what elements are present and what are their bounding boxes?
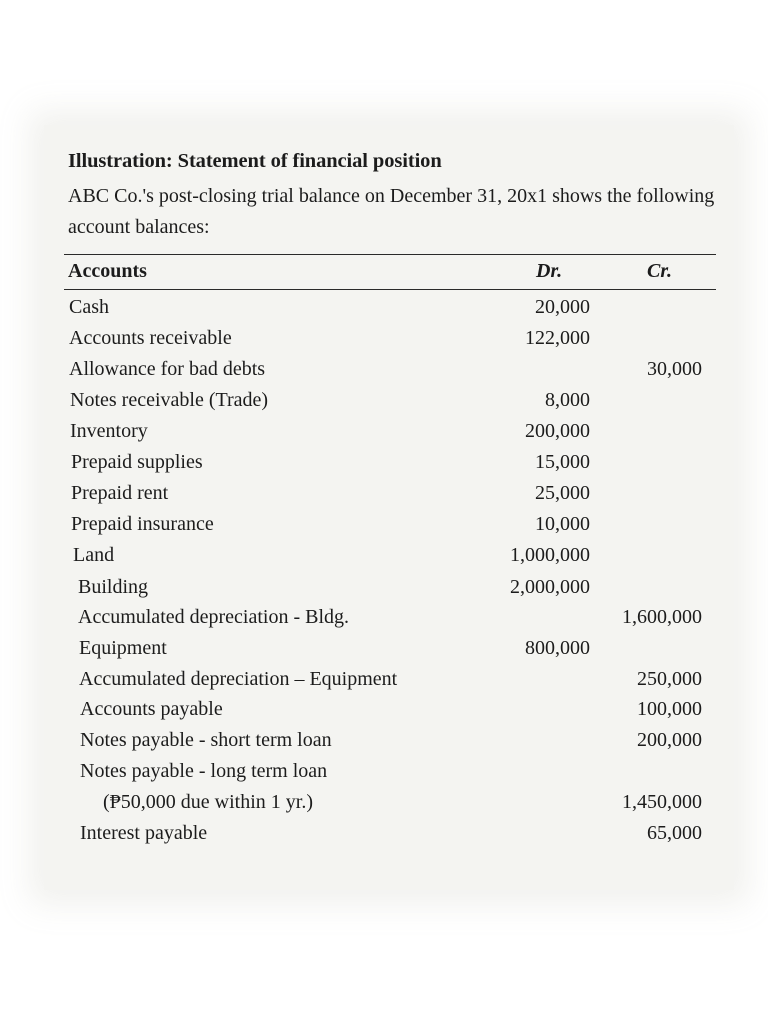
table-row xyxy=(0,637,768,667)
account-name: (₱50,000 due within 1 yr.) xyxy=(103,791,313,813)
table-row xyxy=(0,327,768,357)
header-debit: Dr. xyxy=(536,260,563,282)
table-row xyxy=(0,668,768,698)
table-row xyxy=(0,760,768,790)
account-name: Equipment xyxy=(79,637,167,659)
debit-amount: 8,000 xyxy=(545,389,590,411)
credit-amount: 65,000 xyxy=(647,822,702,844)
account-name: Accounts receivable xyxy=(69,327,232,349)
table-row xyxy=(0,451,768,481)
debit-amount: 800,000 xyxy=(525,637,590,659)
account-name: Inventory xyxy=(70,420,148,442)
debit-amount: 20,000 xyxy=(535,296,590,318)
table-header-rule xyxy=(64,289,716,290)
debit-amount: 15,000 xyxy=(535,451,590,473)
account-name: Prepaid rent xyxy=(71,482,169,504)
table-row xyxy=(0,791,768,821)
table-row xyxy=(0,822,768,852)
account-name: Notes payable - long term loan xyxy=(80,760,328,782)
table-top-rule xyxy=(64,254,716,255)
account-name: Notes receivable (Trade) xyxy=(70,389,269,411)
table-row xyxy=(0,389,768,419)
account-name: Accumulated depreciation – Equipment xyxy=(79,668,398,690)
credit-amount: 200,000 xyxy=(637,729,702,751)
debit-amount: 1,000,000 xyxy=(510,544,590,566)
debit-amount: 2,000,000 xyxy=(510,576,590,598)
table-row xyxy=(0,576,768,606)
table-row xyxy=(0,606,768,636)
table-row xyxy=(0,482,768,512)
account-name: Prepaid supplies xyxy=(71,451,203,473)
account-name: Allowance for bad debts xyxy=(69,358,266,380)
page-title: Illustration: Statement of financial position xyxy=(68,150,442,172)
credit-amount: 1,450,000 xyxy=(622,791,702,813)
debit-amount: 10,000 xyxy=(535,513,590,535)
table-row xyxy=(0,729,768,759)
account-name: Accounts payable xyxy=(80,698,223,720)
table-row xyxy=(0,513,768,543)
debit-amount: 122,000 xyxy=(525,327,590,349)
header-accounts: Accounts xyxy=(68,260,147,282)
table-row xyxy=(0,420,768,450)
account-name: Building xyxy=(78,576,149,598)
credit-amount: 100,000 xyxy=(637,698,702,720)
header-credit: Cr. xyxy=(647,260,673,282)
table-row xyxy=(0,358,768,388)
account-name: Accumulated depreciation - Bldg. xyxy=(78,606,350,628)
account-name: Cash xyxy=(69,296,109,318)
account-name: Prepaid insurance xyxy=(71,513,214,535)
table-row xyxy=(0,296,768,326)
table-row xyxy=(0,544,768,574)
account-name: Land xyxy=(73,544,115,566)
account-name: Interest payable xyxy=(80,822,208,844)
intro-paragraph: ABC Co.'s post-closing trial balance on December 31, 20x1 shows the following account balances: xyxy=(68,185,715,238)
credit-amount: 250,000 xyxy=(637,668,702,690)
table-row xyxy=(0,698,768,728)
debit-amount: 200,000 xyxy=(525,420,590,442)
debit-amount: 25,000 xyxy=(535,482,590,504)
credit-amount: 1,600,000 xyxy=(622,606,702,628)
account-name: Notes payable - short term loan xyxy=(80,729,332,751)
credit-amount: 30,000 xyxy=(647,358,702,380)
